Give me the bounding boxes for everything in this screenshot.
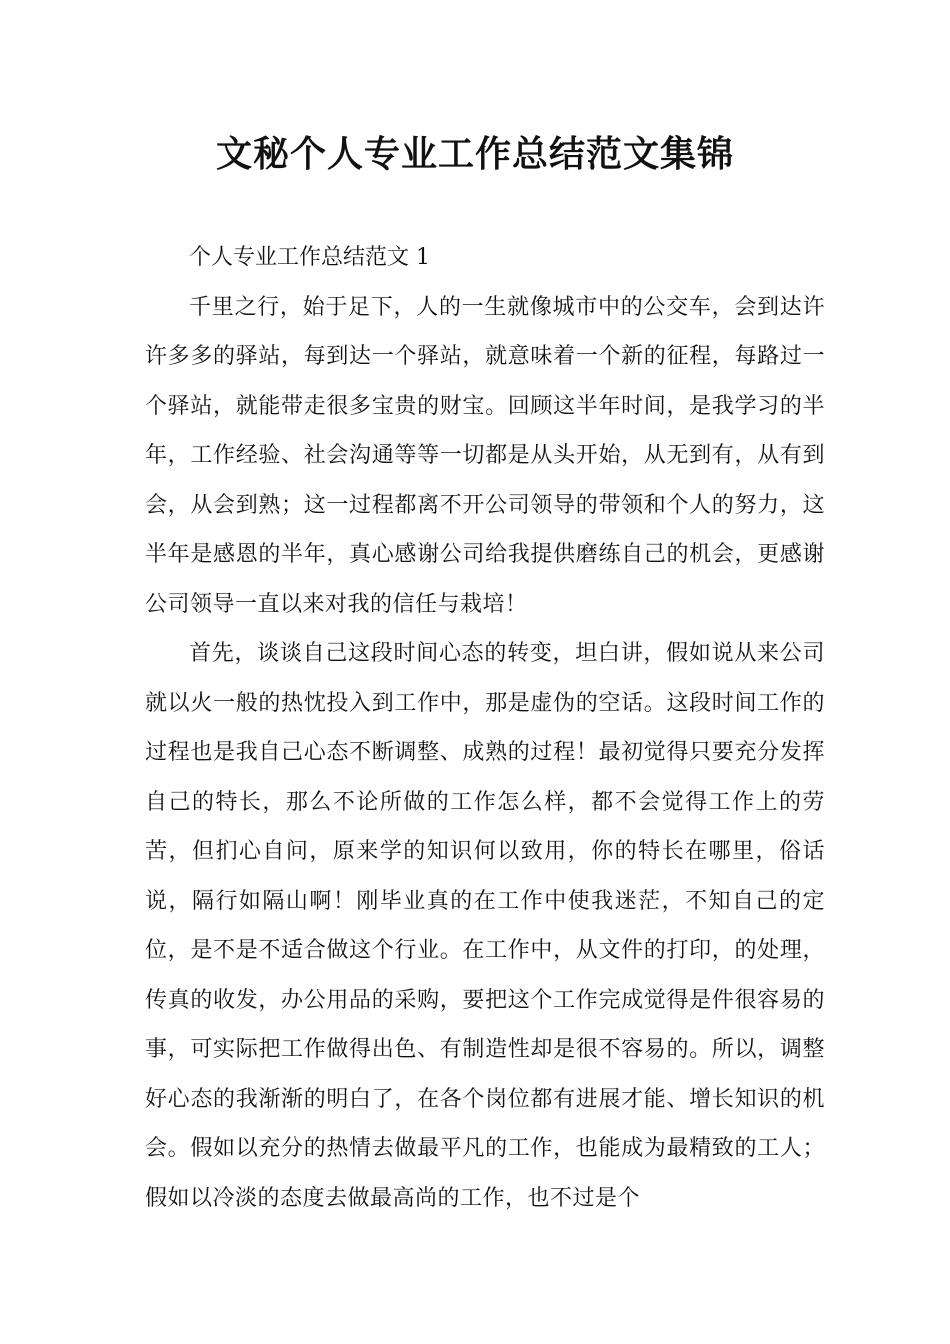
- document-body: [145, 233, 825, 1223]
- paragraph-2: 首先，谈谈自己这段时间心态的转变，坦白讲，假如说从来公司就以火一般的热忱投入到工作中，那是虚伪的空话。这段时间工作的过程也是我自己心态不断调整、成熟的过程！最初觉得只要充分发挥自己的特长，那么不论所做的工作怎么样，都不会觉得工作上的劳苦，但扪心自问，原来学的知识何以致用，你的特长在哪里，俗话说，隔行如隔山啊！刚毕业真的在工作中使我迷茫，不知自己的定位，是不是不适合做这个行业。在工作中，从文件的打印，的处理，传真的收发，办公用品的采购，要把这个工作完成觉得是件很容易的事，可实际把工作做得出色、有制造性却是很不容易的。所以，调整好心态的我渐渐的明白了，在各个岗位都有进展才能、增长知识的机会。假如以充分的热情去做最平凡的工作，也能成为最精致的工人；假如以冷淡的态度去做最高尚的工作，也不过是个: [145, 641, 825, 1211]
- paragraph-1: 千里之行，始于足下，人的一生就像城市中的公交车，会到达许许多多的驿站，每到达一个驿站，就意味着一个新的征程，每路过一个驿站，就能带走很多宝贵的财宝。回顾这半年时间，是我学习的半年，工作经验、社会沟通等等一切都是从头开始，从无到有，从有到会，从会到熟；这一过程都离不开公司领导的带领和个人的努力，这半年是感恩的半年，真心感谢公司给我提供磨练自己的机会，更感谢公司领导一直以来对我的信任与栽培！: [145, 294, 825, 617]
- document-title: 文秘个人专业工作总结范文集锦: [215, 133, 734, 175]
- section-heading: 个人专业工作总结范文 1: [189, 245, 430, 270]
